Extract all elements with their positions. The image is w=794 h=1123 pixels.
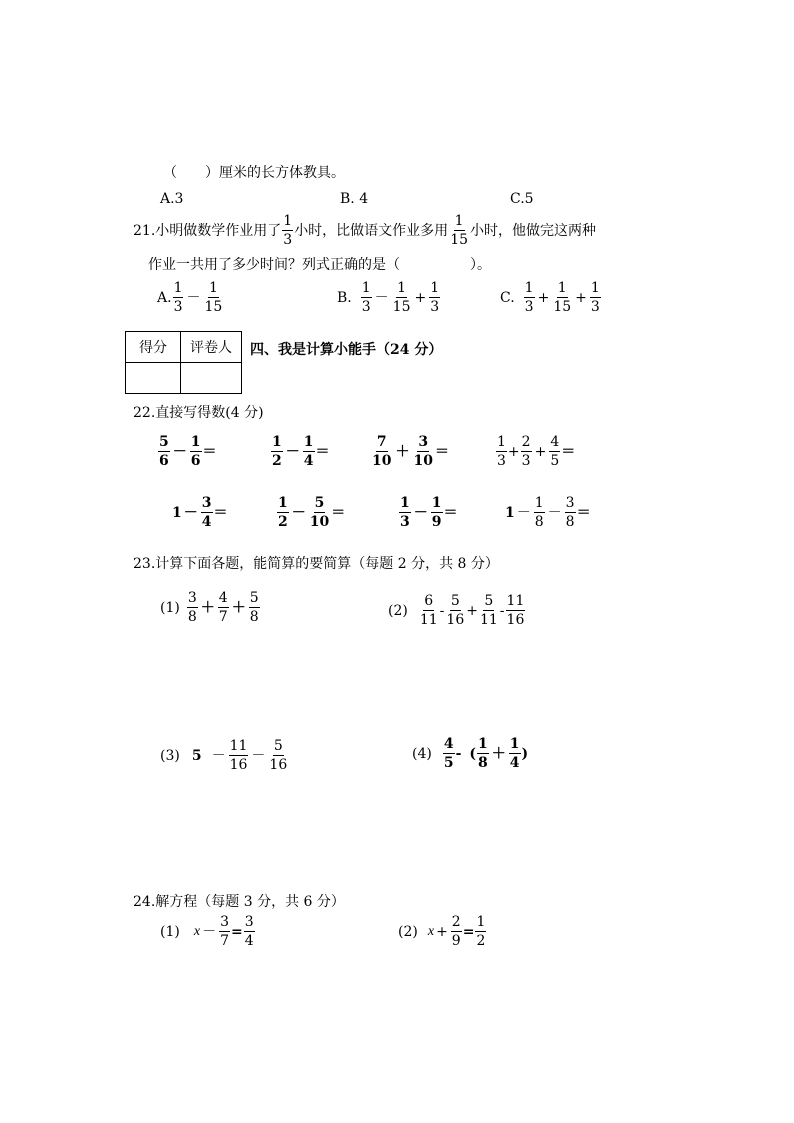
fraction (190, 435, 202, 468)
numerator: 1 (431, 495, 442, 511)
numerator: 5 (314, 495, 325, 511)
math-token: ＝ (434, 443, 449, 460)
numerator: 1 (430, 280, 440, 296)
math-token: + (436, 923, 448, 940)
denominator: 16 (506, 612, 525, 628)
math-token: (1) (160, 599, 180, 616)
denominator: 5 (550, 453, 560, 469)
numerator: 4 (443, 736, 454, 752)
denominator: 3 (590, 299, 600, 315)
math-token: ＋ (395, 443, 410, 460)
math-token: － (547, 504, 562, 521)
math-token: － (186, 289, 201, 306)
denominator: 9 (451, 933, 461, 949)
fraction (419, 594, 439, 627)
denominator: 2 (476, 933, 486, 949)
denominator: 7 (220, 933, 229, 949)
numerator: 5 (249, 590, 259, 606)
q22-item-3 (370, 435, 449, 468)
math-token: A. (157, 289, 172, 306)
math-token: + (537, 289, 550, 306)
denominator: 8 (249, 609, 259, 625)
math-token: = (230, 923, 243, 940)
math-token: - (439, 602, 445, 619)
math-token: + (466, 602, 478, 619)
q21-option-b (337, 281, 441, 314)
numerator: 7 (376, 434, 387, 450)
numerator: 3 (418, 434, 429, 450)
math-token: + (507, 443, 520, 460)
numerator: 4 (218, 590, 228, 606)
fraction (268, 739, 288, 772)
math-token: (3) (160, 747, 180, 764)
fraction (429, 281, 440, 314)
fraction (249, 591, 260, 624)
numerator: 2 (521, 434, 531, 450)
denominator: 4 (303, 453, 314, 469)
numerator: 1 (400, 495, 410, 511)
math-token: ＝ (443, 504, 458, 521)
q22-item-7 (398, 496, 458, 529)
numerator: 1 (509, 736, 520, 752)
fraction (509, 737, 521, 770)
math-token: ) (521, 745, 529, 762)
q21-stem-line2: 作业一共用了多少时间？列式正确的是（ ）。 (148, 257, 491, 273)
denominator: 7 (218, 609, 228, 625)
fraction (218, 591, 229, 624)
numerator: 4 (550, 434, 560, 450)
fraction (271, 435, 283, 468)
q22-item-5 (172, 496, 228, 529)
fraction (477, 737, 489, 770)
grader-header: 评卷人 (181, 332, 242, 363)
math-token: － (285, 443, 300, 460)
fraction (431, 496, 443, 529)
math-token: x (193, 923, 201, 939)
numerator: 3 (201, 495, 212, 511)
math-token: x (427, 923, 435, 939)
math-token: ＝ (213, 504, 228, 521)
denominator: 3 (173, 299, 183, 315)
math-token: - (455, 745, 462, 762)
denominator: 6 (159, 453, 169, 469)
denominator: 2 (278, 514, 288, 530)
math-token: － (251, 747, 266, 764)
math-token: ＋ (200, 599, 215, 616)
fraction (309, 496, 330, 529)
fraction (449, 214, 469, 247)
q22-title: 22.直接写得数(4 分) (133, 405, 264, 421)
numerator: 1 (361, 280, 371, 296)
numerator: 3 (220, 914, 229, 930)
q22-item-6 (276, 496, 345, 529)
fraction (479, 594, 499, 627)
numerator: 1 (454, 213, 464, 229)
denominator: 10 (309, 514, 330, 530)
fraction (244, 915, 255, 948)
math-token: 1 (172, 504, 182, 521)
numerator: 1 (397, 280, 407, 296)
fraction (229, 739, 249, 772)
fraction (392, 281, 412, 314)
denominator: 4 (201, 514, 212, 530)
math-token: B. (337, 289, 352, 306)
denominator: 16 (229, 757, 248, 773)
math-token: － (211, 747, 226, 764)
numerator: 3 (244, 914, 254, 930)
denominator: 3 (283, 232, 293, 248)
numerator: 1 (283, 213, 293, 229)
numerator: 5 (450, 593, 460, 609)
q23-expr-1 (160, 591, 261, 624)
q24-equation-1 (160, 915, 256, 948)
section-title: 四、我是计算小能手（24 分） (250, 342, 443, 358)
fraction (371, 435, 392, 468)
math-token: 1 (505, 504, 515, 521)
numerator: 5 (273, 738, 283, 754)
math-token: 5 (191, 747, 202, 764)
q23-expr-2 (388, 594, 526, 627)
fraction (506, 594, 526, 627)
fraction (219, 915, 230, 948)
q22-item-2 (270, 435, 330, 468)
fraction (443, 737, 455, 770)
math-token: ＝ (561, 443, 576, 460)
numerator: 1 (476, 914, 486, 930)
q21-text-2: 小时，比做语文作业多用 (294, 222, 449, 239)
q20-stem-tail: （ ）厘米的长方体教具。 (163, 165, 345, 181)
denominator: 9 (431, 514, 442, 530)
denominator: 3 (400, 514, 410, 530)
math-token: － (516, 504, 531, 521)
denominator: 3 (361, 299, 371, 315)
grader-cell[interactable] (181, 363, 242, 394)
fraction (475, 915, 486, 948)
numerator: 3 (187, 590, 197, 606)
denominator: 8 (565, 514, 575, 530)
numerator: 3 (565, 495, 575, 511)
math-token: (2) (388, 602, 408, 619)
math-token: ＋ (231, 599, 246, 616)
denominator: 11 (419, 612, 438, 628)
fraction (412, 435, 433, 468)
fraction (451, 915, 462, 948)
denominator: 3 (497, 453, 506, 469)
denominator: 16 (446, 612, 465, 628)
q22-item-4 (495, 435, 575, 468)
fraction (303, 435, 315, 468)
score-cell[interactable] (126, 363, 181, 394)
fraction (524, 281, 535, 314)
fraction (549, 435, 560, 468)
numerator: 5 (484, 593, 494, 609)
denominator: 3 (524, 299, 534, 315)
math-token: ＝ (202, 443, 217, 460)
q20-option-b: B. 4 (340, 191, 369, 207)
numerator: 1 (590, 280, 600, 296)
fraction (158, 435, 170, 468)
q21-text-3: 小时，他做完这两种 (470, 222, 597, 239)
math-token: － (202, 923, 217, 940)
denominator: 2 (272, 453, 282, 469)
math-token: － (291, 504, 306, 521)
numerator: 1 (524, 280, 534, 296)
denominator: 8 (534, 514, 544, 530)
math-token: ＋ (491, 745, 506, 762)
fraction (399, 496, 411, 529)
q22-item-8 (505, 496, 591, 529)
math-token: + (534, 443, 547, 460)
numerator: 11 (229, 738, 248, 754)
math-token: (2) (398, 923, 418, 940)
math-token: ＝ (331, 504, 346, 521)
denominator: 4 (509, 755, 520, 771)
q24-equation-2 (398, 915, 487, 948)
denominator: 4 (244, 933, 254, 949)
fraction (534, 496, 545, 529)
numerator: 5 (159, 434, 169, 450)
score-header: 得分 (126, 332, 181, 363)
math-token: = (462, 923, 475, 940)
q21-option-c (500, 281, 602, 314)
math-token: + (575, 289, 587, 306)
denominator: 8 (478, 755, 488, 771)
numerator: 1 (303, 434, 314, 450)
fraction (552, 281, 572, 314)
q24-title: 24.解方程（每题 3 分，共 6 分） (133, 894, 345, 910)
math-token: － (413, 504, 428, 521)
score-table (125, 331, 242, 394)
numerator: 1 (173, 280, 183, 296)
numerator: 1 (190, 434, 201, 450)
fraction (496, 435, 507, 468)
numerator: 6 (424, 593, 434, 609)
math-token: C. (500, 289, 515, 306)
math-token: - (499, 602, 505, 619)
denominator: 10 (372, 453, 392, 469)
numerator: 1 (497, 434, 506, 450)
denominator: 5 (443, 755, 454, 771)
math-token: － (374, 289, 389, 306)
denominator: 3 (521, 453, 531, 469)
math-token: － (172, 443, 187, 460)
q21-text-1: 小明做数学作业用了 (155, 222, 282, 239)
q23-title: 23.计算下面各题，能简算的要简算（每题 2 分，共 8 分） (133, 556, 499, 572)
fraction (521, 435, 532, 468)
fraction (565, 496, 576, 529)
q22-item-1 (157, 435, 217, 468)
numerator: 2 (451, 914, 461, 930)
numerator: 1 (534, 495, 544, 511)
denominator: 3 (430, 299, 440, 315)
fraction (187, 591, 198, 624)
numerator: 11 (506, 593, 525, 609)
numerator: 1 (208, 280, 218, 296)
question-number: 21. (133, 222, 156, 239)
denominator: 15 (553, 299, 572, 315)
denominator: 15 (204, 299, 223, 315)
numerator: 1 (278, 495, 288, 511)
denominator: 6 (190, 453, 201, 469)
denominator: 15 (450, 232, 469, 248)
q21-option-a (157, 281, 224, 314)
math-token: ＝ (576, 504, 591, 521)
q21-stem (133, 214, 596, 247)
fraction (361, 281, 372, 314)
fraction (203, 281, 223, 314)
numerator: 1 (557, 280, 567, 296)
q23-expr-3 (160, 739, 289, 772)
denominator: 15 (392, 299, 411, 315)
fraction (282, 214, 293, 247)
math-token: ( (469, 745, 477, 762)
denominator: 8 (187, 609, 197, 625)
fraction (277, 496, 289, 529)
math-token: + (414, 289, 427, 306)
numerator: 1 (478, 736, 488, 752)
q20-option-a: A.3 (160, 191, 184, 207)
numerator: 1 (272, 434, 282, 450)
denominator: 11 (479, 612, 498, 628)
fraction (590, 281, 601, 314)
fraction (445, 594, 465, 627)
fraction (201, 496, 213, 529)
math-token: ＝ (315, 443, 330, 460)
math-token: (1) (160, 923, 180, 940)
fraction (173, 281, 184, 314)
math-token: － (183, 504, 198, 521)
denominator: 16 (269, 757, 288, 773)
denominator: 10 (413, 453, 433, 469)
q20-option-c: C.5 (510, 191, 534, 207)
q23-expr-4 (412, 737, 528, 770)
math-token: (4) (412, 745, 432, 762)
